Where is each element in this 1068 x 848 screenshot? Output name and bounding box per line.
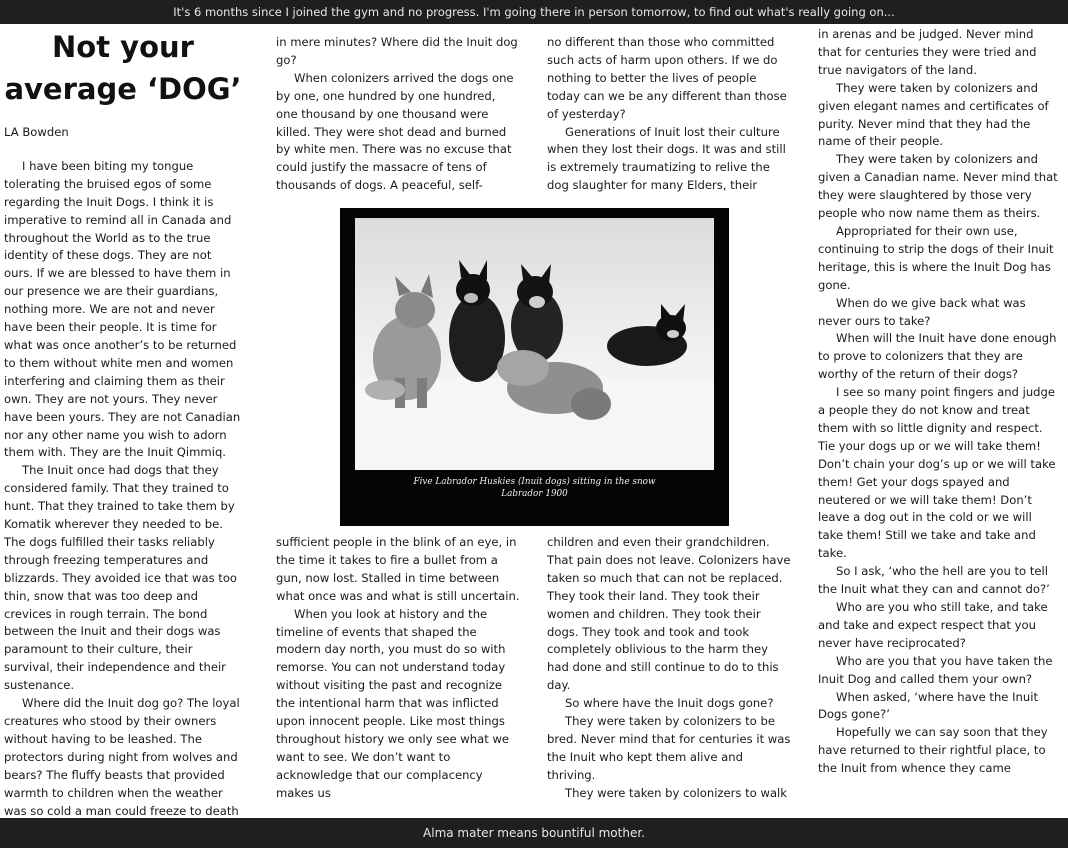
column-2-top	[276, 34, 520, 195]
paragraph: sufficient people in the blink of an eye, in the time it takes to fire a bullet from a gun, now lost. Stalled in time between what once was and what is still uncertain.	[276, 535, 520, 603]
byline: LA Bowden	[4, 125, 69, 139]
paragraph: Who are you that you have taken the Inuit Dog and called them your own?	[818, 653, 1053, 686]
article-title	[4, 26, 242, 110]
paragraph: Appropriated for their own use, continuing to strip the dogs of their Inuit heritage, this is where the Inuit Dog has gone.	[818, 223, 1054, 292]
newspaper-page	[0, 24, 1068, 818]
caption-line-1: Five Labrador Huskies (Inuit dogs) sitting in the snow	[413, 477, 656, 487]
paragraph: When you look at history and the timeline of events that shaped the modern day north, you must do so with remorse. You can not understand today without visiting the past and recognize the intentional harm that was inflicted upon innocent people. Like most things throughout history we only see what we want to see. We don’t want to acknowledge that our complacency makes us	[276, 606, 510, 800]
paragraph: They were taken by colonizers and given elegant names and certificates of purity. Never mind that they had the name of their people.	[818, 80, 1049, 149]
paragraph: children and even their grandchildren. That pain does not leave. Colonizers have taken so much that can not be replaced. They took their land. They took their women and children. They took their dogs. They took and took and took completely oblivious to the harm they had done and still continue to do to this day.	[547, 535, 791, 693]
paragraph: When colonizers arrived the dogs one by one, one hundred by one hundred, one thousand by one thousand were killed. They were shot dead and burned by white men. There was no excuse that could justify the massacre of tens of thousands of dogs. A peaceful, self-	[276, 70, 514, 193]
paragraph: They were taken by colonizers and given a Canadian name. Never mind that they were slaughtered by those very people who now name them as theirs.	[818, 152, 1058, 221]
column-3-top	[547, 34, 793, 195]
photo-caption	[340, 476, 729, 500]
paragraph: They were taken by colonizers to be bred. Never mind that for centuries it was the Inuit who kept them alive and thriving.	[547, 714, 791, 782]
paragraph: no different than those who committed such acts of harm upon others. If we do nothing to better the lives of people today can we be any different than those of yesterday?	[547, 35, 787, 121]
paragraph: in arenas and be judged. Never mind that for centuries they were tried and true navigators of the land.	[818, 27, 1037, 77]
paragraph: The Inuit once had dogs that they considered family. That they trained to hunt. That they trained to take them by Komatik wherever they needed to be. The dogs fulfilled their tasks reliably through freezing temperatures and blizzards. They avoided ice that was too thin, snow that was too deep and crevices in rough terrain. The bond between the Inuit and their dogs was paramount to their culture, their survival, their independence and their sustenance.	[4, 463, 238, 693]
title-line-2: average ‘DOG’	[4, 72, 242, 106]
article-photo	[340, 208, 729, 526]
column-2-bottom	[276, 534, 520, 803]
column-1	[4, 26, 242, 820]
paragraph: Where did the Inuit dog go? The loyal creatures who stood by their owners without having to be leashed. The protectors during night from wolves and bears? The fluffy beasts that provided warmth to children when the weather was so cold a man could freeze to death	[4, 696, 240, 818]
huskies-photo-image	[355, 218, 714, 470]
paragraph: When will the Inuit have done enough to prove to colonizers that they are worthy of the return of their dogs?	[818, 331, 1057, 382]
paragraph: When asked, ‘where have the Inuit Dogs gone?’	[818, 689, 1038, 722]
paragraph: Hopefully we can say soon that they have returned to their rightful place, to the Inuit from whence they came	[818, 725, 1048, 776]
top-banner: It's 6 months since I joined the gym and no progress. I'm going there in person tomorrow, to find out what's really going on...	[0, 0, 1068, 24]
paragraph: I have been biting my tongue tolerating the bruised egos of some regarding the Inuit Dogs. I think it is imperative to remind all in Canada and throughout the World as to the true identity of these dogs. They are not ours. If we are blessed to have them in our presence we are their guardians, nothing more. We are not and never have been their people. It is time for what was once another’s to be returned to them without white men and women interfering and claiming them as their own. They are not yours. They never have been yours. They are not Canadian nor any other name you wish to adorn them with. They are the Inuit Qimmiq.	[4, 158, 241, 460]
paragraph: They were taken by colonizers to walk	[565, 785, 787, 800]
paragraph: So where have the Inuit dogs gone?	[565, 696, 774, 711]
column-4	[818, 26, 1060, 778]
paragraph: Generations of Inuit lost their culture when they lost their dogs. It was and still is extremely traumatizing to relive the dog slaughter for many Elders, their	[547, 124, 786, 193]
paragraph: in mere minutes? Where did the Inuit dog go?	[276, 35, 518, 67]
paragraph: So I ask, ‘who the hell are you to tell the Inuit what they can and cannot do?’	[818, 564, 1050, 597]
caption-line-2: Labrador 1900	[501, 489, 568, 499]
paragraph: Who are you who still take, and take and take and expect respect that you never have reciprocated?	[818, 600, 1048, 650]
title-line-1: Not your	[52, 30, 194, 64]
paragraph: I see so many point fingers and judge a people they do not know and treat them with so little dignity and respect. Tie your dogs up or we will take them! Don’t chain your dog’s up or we will take them! Get your dogs spayed and neutered or we will take them! Don’t leave a dog out in the cold or we will take them! Still we take and take and take.	[818, 385, 1056, 561]
bottom-banner: Alma mater means bountiful mother.	[0, 818, 1068, 848]
column-3-bottom	[547, 534, 793, 803]
paragraph: When do we give back what was never ours to take?	[818, 295, 1026, 328]
